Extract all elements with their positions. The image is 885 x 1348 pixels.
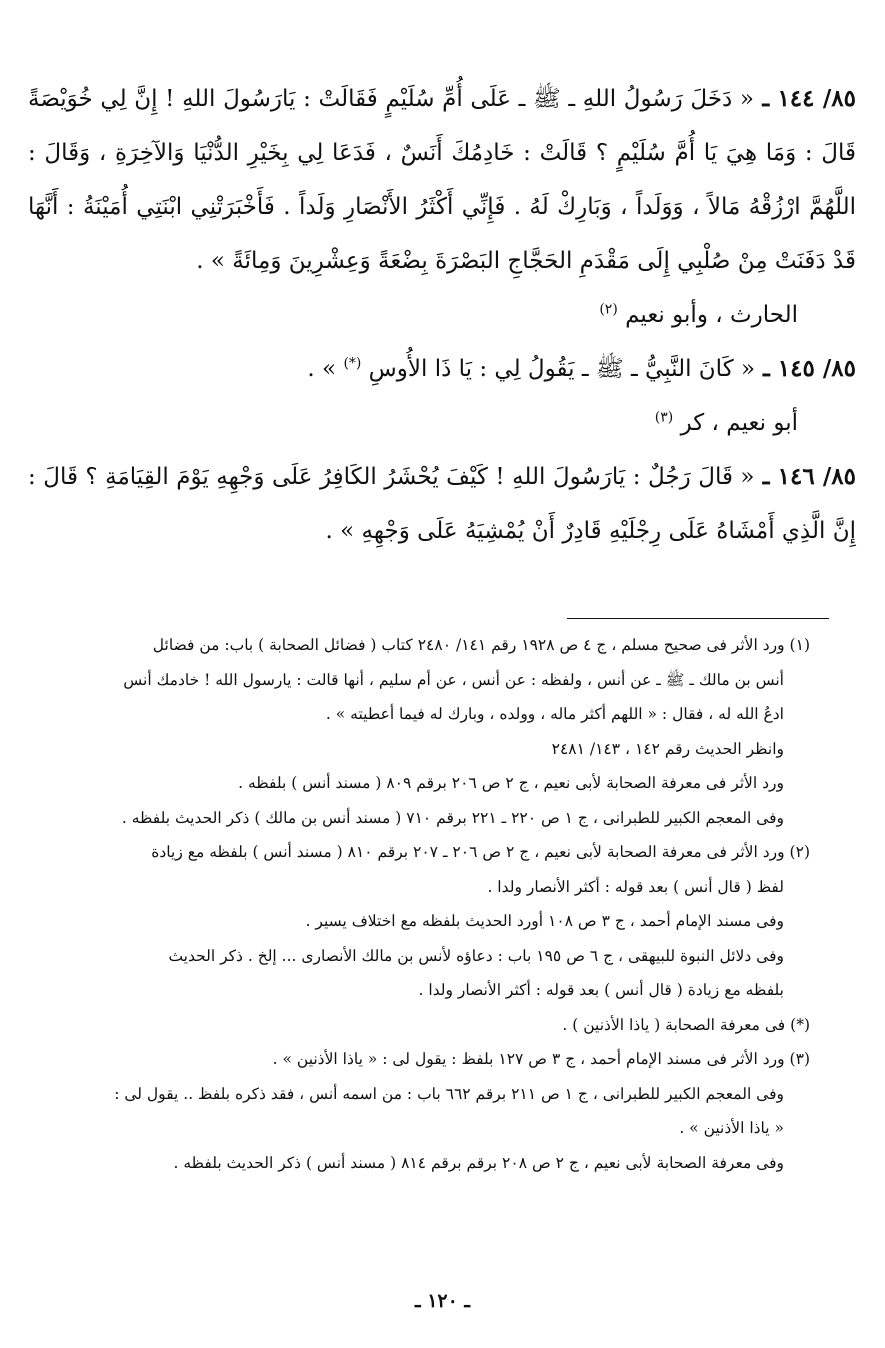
footnote-line: لفظ ( قال أنس ) بعد قوله : أكثر الأنصار ولدا . [487,877,784,896]
page-number: ـ ١٢٠ ـ [415,1290,470,1312]
hadith-number: ٨٥/ ١٤٥ ـ [755,355,856,382]
hadith-145 [28,342,856,396]
footnote-line: وانظر الحديث رقم ١٤٢ ، ١٤٣/ ٢٤٨١ [551,739,784,758]
footnote-line: (٣) ورد الأثر فى مسند الإمام أحمد ، ج ٣ ص ١٢٧ بلفظ : يقول لى : « ياذا الأذنين » . [272,1050,810,1068]
footnote-ref[interactable]: (٣) [654,409,674,426]
main-text [28,72,856,558]
footnote-line: وفى المعجم الكبير للطبرانى ، ج ١ ص ٢١١ برقم ٦٦٢ باب : من اسمه أنس ، فقد ذكره بلفظ .. يقول لى : [114,1084,784,1103]
footnote-line: (*) فى معرفة الصحابة ( ياذا الأذنين ) . [562,1015,810,1034]
hadith-number: ٨٥/ ١٤٦ ـ [754,463,856,490]
footnote-line: ادعُ الله له ، فقال : « اللهم أكثر ماله ، وولده ، وبارك له فيما أعطيته » . [325,705,784,723]
footnote-line: أنس بن مالك ـ ﷺ ـ عن أنس ، ولفظه : عن أنس ، عن أم سليم ، أنها قالت : يارسول الله ! خادمك أنس [123,670,784,689]
footnote-line: (١) ورد الأثر فى صحيح مسلم ، ج ٤ ص ١٩٢٨ رقم ١٤١/ ٢٤٨٠ كتاب ( فضائل الصحابة ) باب: من فضائل [152,636,810,654]
hadith-144 [28,72,856,288]
footnote-line: وفى دلائل النبوة للبيهقى ، ج ٦ ص ١٩٥ باب : دعاؤه لأنس بن مالك الأنصارى ... إلخ . ذكر الحديث [168,946,784,965]
footnote-line: ورد الأثر فى معرفة الصحابة لأبى نعيم ، ج ٢ ص ٢٠٦ برقم ٨٠٩ ( مسند أنس ) بلفظه . [238,774,784,792]
footnote-line: « ياذا الأذنين » . [679,1119,784,1137]
source-text: أبو نعيم ، كر [673,410,798,436]
footnote-line: وفى مسند الإمام أحمد ، ج ٣ ص ١٠٨ أورد الحديث بلفظه مع اختلاف يسير . [305,912,784,930]
source-text: الحارث ، وأبو نعيم [617,302,798,328]
footnote-line: (٢) ورد الأثر فى معرفة الصحابة لأبى نعيم ، ج ٢ ص ٢٠٦ ـ ٢٠٧ برقم ٨١٠ ( مسند أنس ) بلفظه مع زيادة [151,843,810,861]
footnote-line: وفى المعجم الكبير للطبرانى ، ج ١ ص ٢٢٠ ـ ٢٢١ برقم ٧١٠ ( مسند أنس بن مالك ) ذكر الحديث بلفظه . [121,808,784,827]
hadith-number: ٨٥/ ١٤٤ ـ [754,85,856,112]
hadith-source [28,396,856,450]
footnote-line: وفى معرفة الصحابة لأبى نعيم ، ج ٢ ص ٢٠٨ برقم برقم ٨١٤ ( مسند أنس ) ذكر الحديث بلفظه . [173,1153,784,1172]
footnote-ref[interactable]: (٢) [599,301,618,318]
footnote-separator [567,618,829,619]
hadith-146 [28,450,856,558]
footnotes [38,628,810,1180]
hadith-text: « دَخَلَ رَسُولُ اللهِ ـ ﷺ ـ عَلَى أُمِّ سُلَيْمٍ فَقَالَتْ : يَارَسُولَ اللهِ ! إِنَّ لِي خُوَيْصَةً قَالَ : وَمَا هِيَ يَا أُمَّ سُلَيْمٍ ؟ قَالَتْ : خَادِمُكَ أَنَسٌ ، فَدَعَا لِي بِخَيْرِ الدُّنْيَا وَالآخِرَةِ ، وَقَالَ : اللَّهُمَّ ارْزُقْهُ مَالاً ، وَوَلَداً ، وَبَارِكْ لَهُ . فَإِنِّي أَكْثَرُ الأَنْصَارِ وَلَداً . فَأَخْبَرَتْنِي ابْنَتِي أُمَيْنَةُ : أَنَّهَا قَدْ دَفَنَتْ مِنْ صُلْبِي إِلَى مَقْدَمِ الحَجَّاجِ البَصْرَةَ بِضْعَةً وَعِشْرِينَ وَمِائَةً » . [28,86,856,274]
footnote-line: بلفظه مع زيادة ( قال أنس ) بعد قوله : أكثر الأنصار ولدا . [418,981,784,999]
hadith-text: « كَانَ النَّبِيُّ ـ ﷺ ـ يَقُولُ لِي : يَا ذَا الأُوسِ [361,356,756,382]
hadith-text: « قَالَ رَجُلٌ : يَارَسُولَ اللهِ ! كَيْفَ يُحْشَرُ الكَافِرُ عَلَى وَجْهِهِ يَوْمَ القِيَامَةِ ؟ قَالَ : إِنَّ الَّذِي أَمْشَاهُ عَلَى رِجْلَيْهِ قَادِرٌ أَنْ يُمْشِيَهُ عَلَى وَجْهِهِ » . [28,464,856,544]
hadith-source [28,288,856,342]
footnote-ref[interactable]: (*) [343,355,362,372]
hadith-text-end: » . [307,356,344,382]
